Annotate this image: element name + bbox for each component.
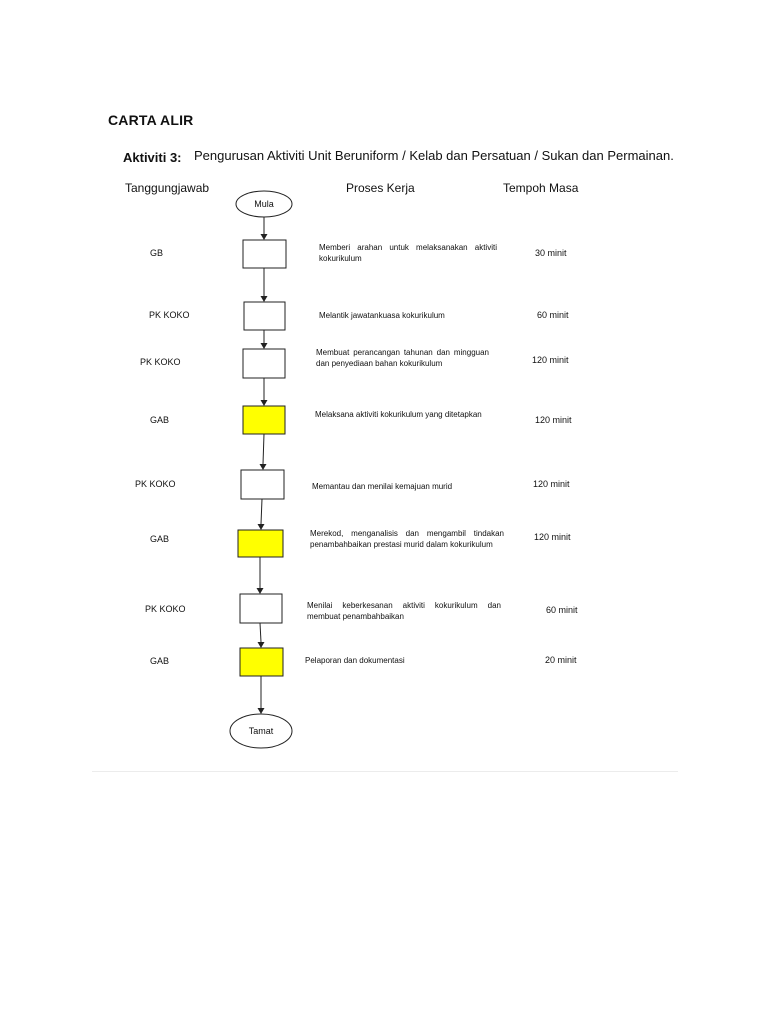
step-1-duration: 30 minit xyxy=(535,248,567,258)
connector-3 xyxy=(261,378,268,406)
page-divider xyxy=(92,771,678,772)
start-terminal-label: Mula xyxy=(254,199,274,209)
activity-description: Pengurusan Aktiviti Unit Beruniform / Kelab dan Persatuan / Sukan dan Permainan. xyxy=(194,148,674,163)
connector-4 xyxy=(260,434,267,470)
step-5-role: PK KOKO xyxy=(135,479,176,489)
column-header-process: Proses Kerja xyxy=(346,181,415,195)
step-4-role: GAB xyxy=(150,415,170,425)
step-7-role: PK KOKO xyxy=(145,604,186,614)
end-terminal-label: Tamat xyxy=(248,726,274,736)
connector-5 xyxy=(258,499,265,530)
step-6-role: GAB xyxy=(150,534,170,544)
connector-6 xyxy=(257,557,264,594)
column-header-duration: Tempoh Masa xyxy=(503,181,579,195)
process-box-5 xyxy=(241,470,284,499)
page-title: CARTA ALIR xyxy=(108,112,194,128)
step-7-duration: 60 minit xyxy=(546,605,578,615)
step-8-role: GAB xyxy=(150,656,170,666)
process-box-2 xyxy=(244,302,285,330)
step-6-description: Merekod, menganalisis dan mengambil tindakan penambahbaikan prestasi murid dalam kokurikulum xyxy=(310,529,504,549)
activity-label: Aktiviti 3: xyxy=(123,150,182,165)
connector-2 xyxy=(261,330,268,349)
process-box-6 xyxy=(238,530,283,557)
step-1-description: Memberi arahan untuk melaksanakan aktiviti kokurikulum xyxy=(319,243,497,263)
process-box-7 xyxy=(240,594,282,623)
step-3-description: Membuat perancangan tahunan dan mingguan dan penyediaan bahan kokurikulum xyxy=(316,348,489,368)
step-5-description: Memantau dan menilai kemajuan murid xyxy=(312,482,453,491)
step-5-duration: 120 minit xyxy=(533,479,570,489)
step-2-duration: 60 minit xyxy=(537,310,569,320)
process-box-4 xyxy=(243,406,285,434)
step-3-role: PK KOKO xyxy=(140,357,181,367)
step-1-role: GB xyxy=(150,248,164,258)
step-8-description: Pelaporan dan dokumentasi xyxy=(305,656,405,665)
connector-1 xyxy=(261,268,268,302)
step-4-description: Melaksana aktiviti kokurikulum yang ditetapkan xyxy=(315,410,482,419)
column-header-responsibility: Tanggungjawab xyxy=(125,181,210,195)
step-6-duration: 120 minit xyxy=(534,532,571,542)
step-3-duration: 120 minit xyxy=(532,355,569,365)
step-8-duration: 20 minit xyxy=(545,655,577,665)
process-box-1 xyxy=(243,240,286,268)
connector-8 xyxy=(258,676,265,714)
connector-7 xyxy=(258,623,265,648)
step-7-description: Menilai keberkesanan aktiviti kokurikulum dan membuat penambahbaikan xyxy=(307,601,501,621)
step-2-description: Melantik jawatankuasa kokurikulum xyxy=(319,311,445,320)
process-box-3 xyxy=(243,349,285,378)
connector-0 xyxy=(261,217,268,240)
process-box-8 xyxy=(240,648,283,676)
step-2-role: PK KOKO xyxy=(149,310,190,320)
step-4-duration: 120 minit xyxy=(535,415,572,425)
